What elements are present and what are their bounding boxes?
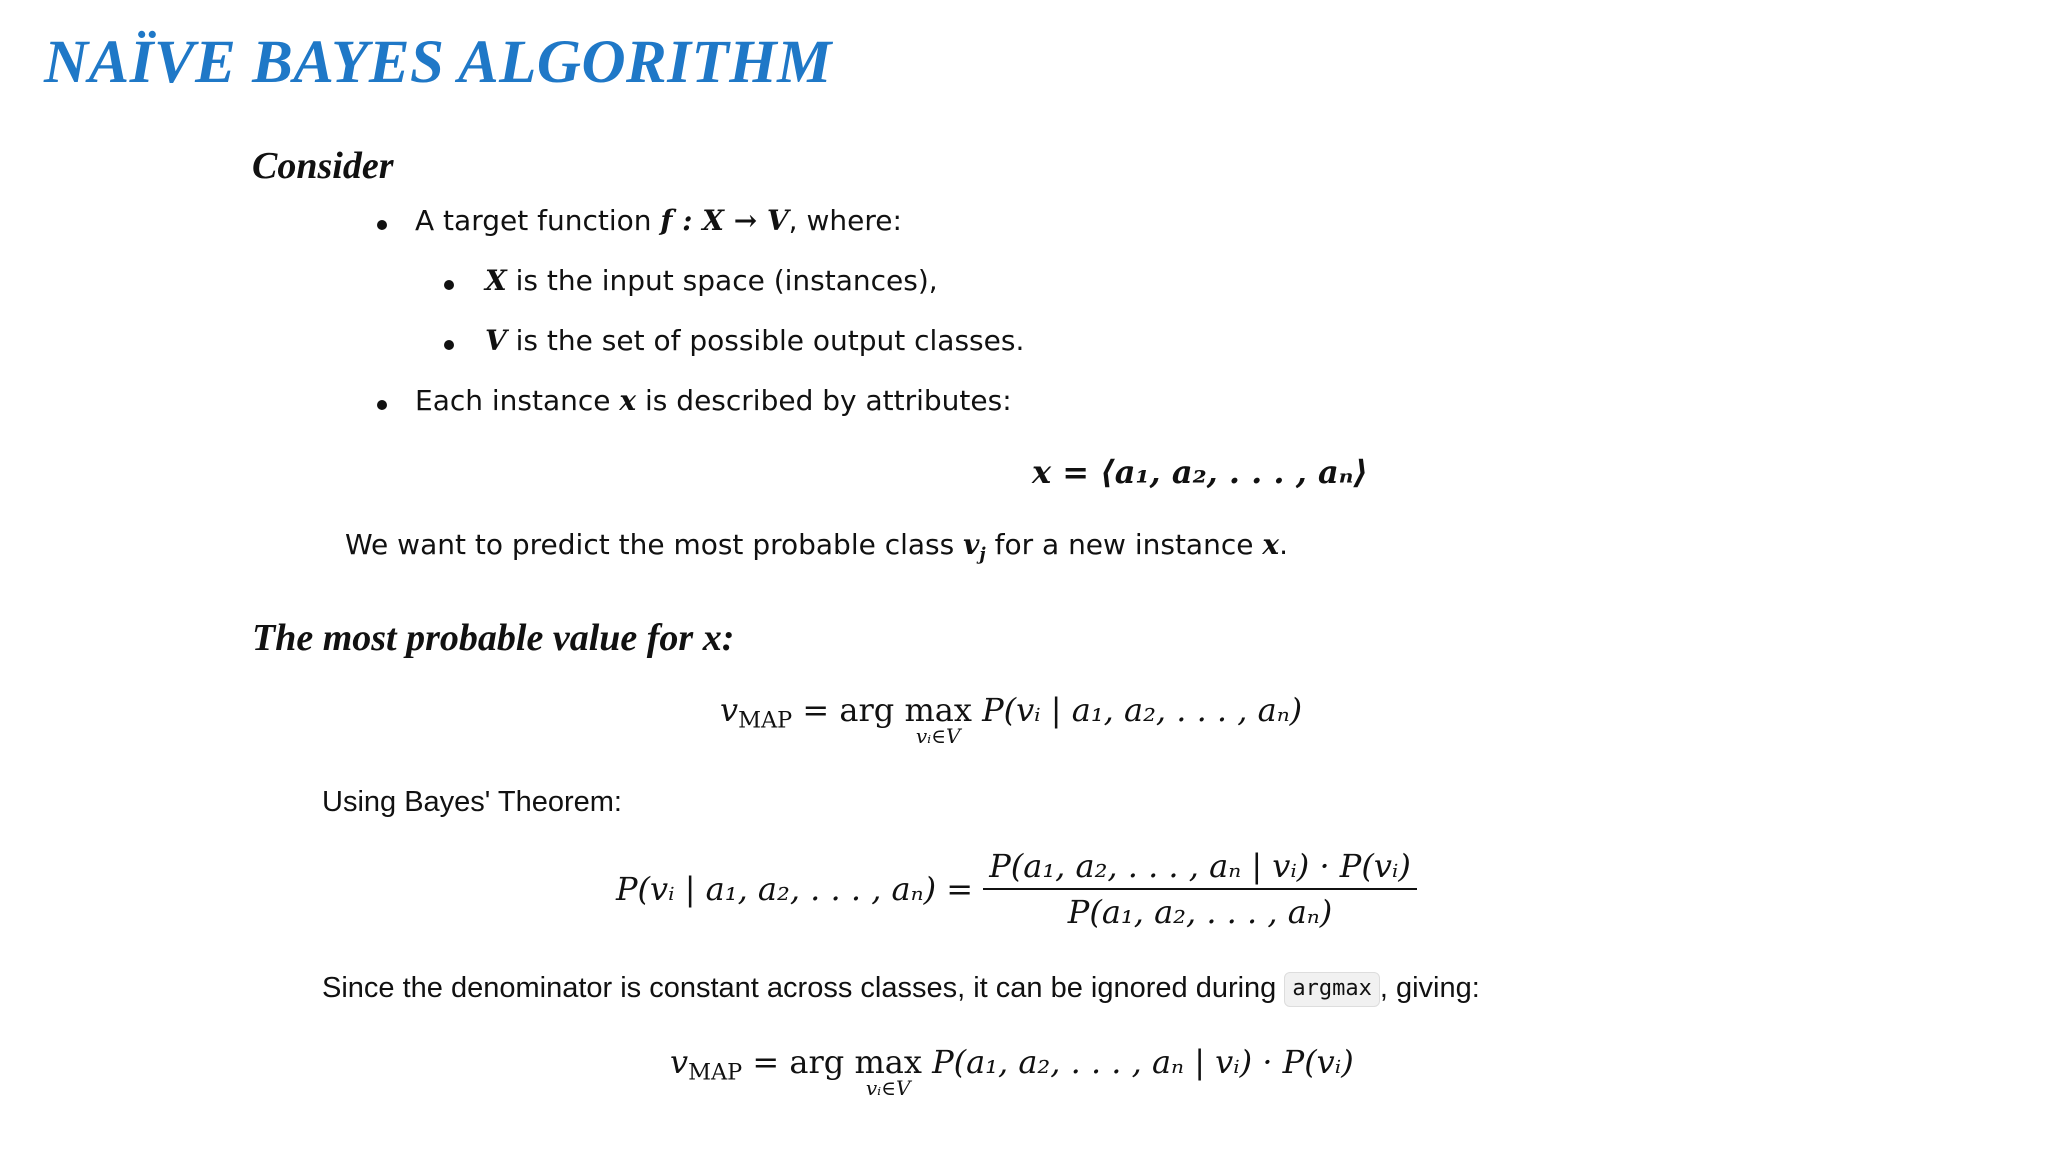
sub-bullet-dot (444, 280, 454, 290)
bullet-instance-attributes (415, 384, 1012, 417)
input-space-text: is the input space (instances), (506, 264, 938, 297)
argmax-operator: max vᵢ∈V (854, 1043, 922, 1100)
predict-suffix: . (1279, 528, 1288, 561)
vmap-argmax-formula: $v_{MAP}$ = arg max vᵢ∈V P(vᵢ | a₁, a₂, . . . , aₙ) (720, 691, 1303, 748)
bullet-dot (377, 400, 387, 410)
sub-bullet-dot (444, 340, 454, 350)
bullet-target-function (415, 204, 902, 237)
sub-bullet-input-space (485, 264, 938, 297)
output-classes-text: is the set of possible output classes. (506, 324, 1025, 357)
argmax-operator: max vᵢ∈V (904, 691, 972, 748)
bayes-fraction (983, 847, 1417, 931)
bayes-numerator: P(a₁, a₂, . . . , aₙ | vᵢ) · P(vᵢ) (983, 850, 1417, 890)
target-function-prefix: A target function (415, 204, 661, 237)
predict-class-math: $v_j$ (963, 528, 986, 566)
target-function-suffix: , where: (788, 204, 902, 237)
vmap-final-formula: $v_{MAP}$ = arg max vᵢ∈V P(a₁, a₂, . . . , aₙ | vᵢ) · P(vᵢ) (670, 1043, 1354, 1100)
most-probable-heading: The most probable value for x: (252, 617, 735, 659)
bayes-lhs: P(vᵢ | a₁, a₂, . . . , aₙ) = (616, 870, 974, 908)
bayes-label: Using Bayes' Theorem: (322, 786, 622, 818)
predict-middle: for a new instance (985, 528, 1263, 561)
instance-math: x (619, 384, 637, 417)
sub-bullet-output-classes (485, 324, 1024, 357)
input-space-math: X (485, 264, 507, 297)
slide-title: NAÏVE BAYES ALGORITHM (44, 29, 832, 96)
since-sentence (322, 972, 1480, 1007)
target-function-math: f : X → V (660, 204, 789, 237)
argmax-code: argmax (1284, 972, 1379, 1007)
instance-prefix: Each instance (415, 384, 620, 417)
output-classes-math: V (485, 324, 507, 357)
bayes-denominator: P(a₁, a₂, . . . , aₙ) (1067, 893, 1333, 931)
bullet-dot (377, 220, 387, 230)
consider-heading: Consider (252, 145, 394, 187)
attributes-formula: x = ⟨a₁, a₂, . . . , aₙ⟩ (1032, 453, 1368, 491)
predict-instance-math: x (1262, 528, 1280, 561)
since-suffix: , giving: (1379, 972, 1480, 1004)
predict-sentence (345, 528, 1288, 565)
since-prefix: Since the denominator is constant across classes, it can be ignored during (322, 972, 1285, 1004)
predict-prefix: We want to predict the most probable class (345, 528, 964, 561)
instance-suffix: is described by attributes: (636, 384, 1012, 417)
bayes-theorem-formula (616, 847, 1417, 931)
